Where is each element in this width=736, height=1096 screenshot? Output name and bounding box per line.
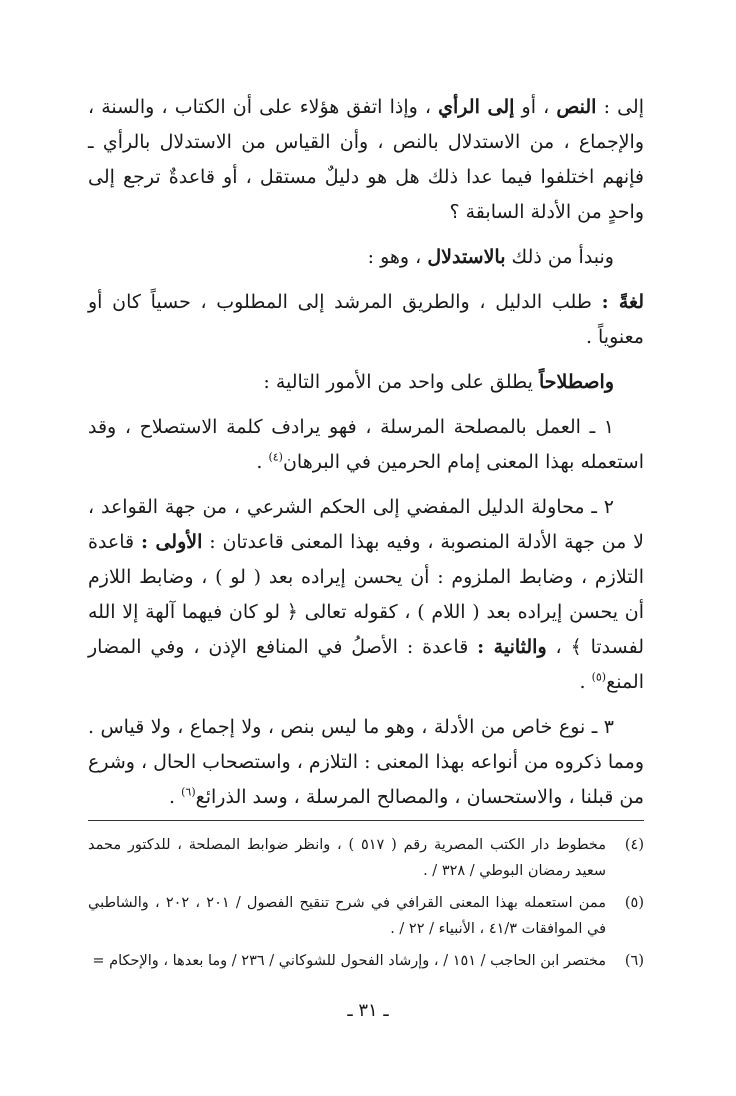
- p4-bold: واصطلاحاً: [538, 371, 614, 393]
- p6-end: .: [579, 671, 592, 693]
- paragraph-4: [88, 365, 644, 400]
- footnotes: [88, 832, 644, 980]
- p6-mid: قاعدة التلازم ، وضابط الملزوم : أن يحسن إيراده بعد ( لو ) ، وضابط اللازم أن يحسن إيراده بعد ( اللام ) ، كقوله تعالى ﴿ لو كان فيهما آلهة إلا الله لفسدتا ﴾ ،: [88, 531, 644, 658]
- paragraph-1: [88, 90, 644, 230]
- p2-pre: ونبدأ من ذلك: [505, 246, 614, 268]
- p1-mid: ، أو: [514, 96, 557, 118]
- p2-post: ، وهو :: [367, 246, 428, 268]
- page-number: ـ ٣١ ـ: [347, 1000, 389, 1021]
- paragraph-7: [88, 710, 644, 815]
- footnote-ref-5: (٥): [591, 670, 607, 684]
- p2-bold: بالاستدلال: [427, 246, 506, 268]
- p1-bold-text: النص: [556, 96, 597, 118]
- p3-rest: طلب الدليل ، والطريق المرشد إلى المطلوب ، حسياً كان أو معنوياً .: [88, 291, 644, 348]
- p1-bold-opinion: إلى الرأي: [438, 96, 515, 118]
- footnote-text: مخطوط دار الكتب المصرية رقم ( ٥١٧ ) ، وانظر ضوابط المصلحة ، للدكتور محمد سعيد رمضان البوطي / ٣٢٨ / .: [88, 837, 606, 879]
- p7-end: .: [169, 786, 182, 808]
- p6-bold-first: الأولى :: [141, 531, 203, 553]
- p5-text: ١ ـ العمل بالمصلحة المرسلة ، فهو يرادف كلمة الاستصلاح ، وقد استعمله بهذا المعنى إمام الحرمين في البرهان: [88, 416, 644, 473]
- main-text: [88, 90, 644, 815]
- p1-rest: ، وإذا اتفق هؤلاء على أن الكتاب ، والسنة ، والإجماع ، من الاستدلال بالنص ، وأن القياس من الاستدلال بالرأي ـ فإنهم اختلفوا فيما عدا ذلك هل هو دليلٌ مستقل ، أو قاعدةٌ ترجع إلى واحدٍ من الأدلة السابقة ؟: [88, 96, 644, 223]
- footnote-number: (٦): [624, 953, 644, 969]
- paragraph-6: [88, 490, 644, 700]
- p6-pre: ٢ ـ محاولة الدليل المفضي إلى الحكم الشرعي ، من جهة القواعد ، لا من جهة الأدلة المنصوبة ، وفيه بهذا المعنى قاعدتان :: [88, 496, 644, 553]
- p3-bold: لغةً :: [601, 291, 644, 313]
- footnote-divider: [88, 820, 644, 821]
- p6-bold-second: والثانية :: [477, 636, 547, 658]
- footnote-text: ممن استعمله بهذا المعنى القرافي في شرح تنقيح الفصول / ٢٠١ ، ٢٠٢ ، والشاطبي في الموافقات ٤١/٣ ، الأنبياء / ٢٢ / .: [88, 895, 606, 937]
- footnote-5: [88, 890, 644, 942]
- footnote-number: (٤): [624, 837, 644, 853]
- footnote-ref-6: (٦): [181, 785, 196, 799]
- p6-post: قاعدة : الأصلُ في المنافع الإذن ، وفي المضار المنع: [88, 636, 644, 693]
- p5-end: .: [256, 451, 269, 473]
- paragraph-5: [88, 410, 644, 480]
- footnote-text: مختصر ابن الحاجب / ١٥١ / ، وإرشاد الفحول للشوكاني / ٢٣٦ / وما بعدها ، والإحكام =: [92, 953, 606, 969]
- p4-rest: يطلق على واحد من الأمور التالية :: [263, 371, 539, 393]
- paragraph-3: [88, 285, 644, 355]
- footnote-4: [88, 832, 644, 884]
- footnote-6: [88, 948, 644, 974]
- footnote-number: (٥): [624, 895, 644, 911]
- p7-text: ٣ ـ نوع خاص من الأدلة ، وهو ما ليس بنص ، ولا إجماع ، ولا قياس . ومما ذكروه من أنواعه بهذا المعنى : التلازم ، واستصحاب الحال ، وشرع من قبلنا ، والاستحسان ، والمصالح المرسلة ، وسد الذرائع: [88, 716, 644, 808]
- p1-pre: إلى :: [596, 96, 644, 118]
- footnote-ref-4: (٤): [268, 450, 283, 464]
- paragraph-2: [88, 240, 644, 275]
